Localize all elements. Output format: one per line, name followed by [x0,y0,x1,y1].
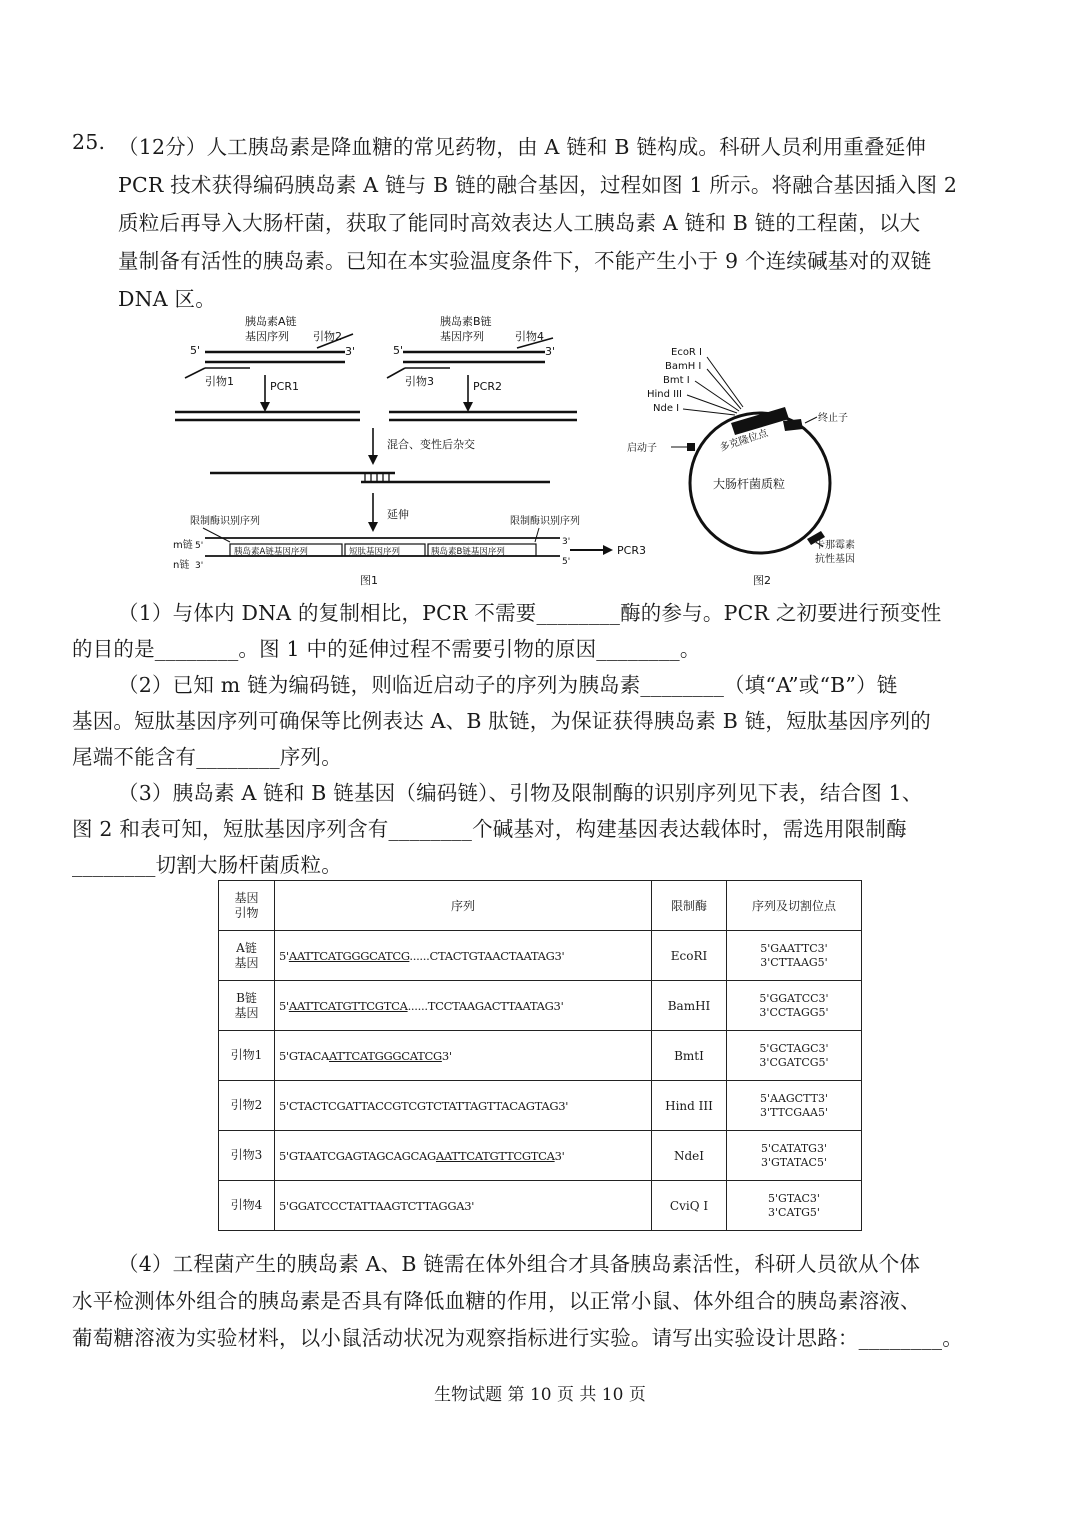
row-enzyme: EcoRI [652,931,727,981]
fig1-label-pcr2: PCR2 [473,380,502,393]
site-bottom: 3'CGATCG5' [759,1055,829,1069]
header-gene: 基因 [234,890,259,905]
fig1-label-extend: 延伸 [387,508,409,521]
q3-line-1: （3）胰岛素 A 链和 B 链基因（编码链）、引物及限制酶的识别序列见下表，结合图 1、 [118,781,923,805]
question-line-4: 量制备有活性的胰岛素。已知在本实验温度条件下，不能产生小于 9 个连续碱基对的双链 [118,249,932,273]
seq-underlined: ATTCATGGGCATCG [329,1048,442,1063]
q4-line-1: （4）工程菌产生的胰岛素 A、B 链需在体外组合才具备胰岛素活性，科研人员欲从个体 [118,1252,921,1276]
q1-line-2: 的目的是________。图 1 中的延伸过程不需要引物的原因________。 [72,637,701,661]
header-primer: 引物 [234,905,259,920]
fig1-seg-b: 胰岛素B链基因序列 [431,547,505,557]
fig1-label-pcr1: PCR1 [270,380,299,393]
seq-prefix: 5' [279,948,289,963]
fig2-hindiii: Hind III [647,389,683,400]
fig1-seg-peptide: 短肽基因序列 [349,547,401,557]
row-site [727,931,862,981]
question-line-5: DNA 区。 [118,287,216,311]
header-gene-primer [219,881,275,931]
row-name: 引物3 [219,1131,275,1181]
row-name-line1: A链 [236,940,257,955]
seq-prefix: 5'GTAATCGAGTAGCAGCAG [279,1148,436,1163]
table-row [219,981,862,1031]
row-name [219,931,275,981]
figure-2-plasmid-map [625,335,880,590]
fig1-m-three: 3' [562,537,571,547]
fig1-three-prime-b: 3' [545,345,556,358]
site-top: 5'CATATG3' [760,1141,827,1155]
row-site [727,1181,862,1231]
row-site [727,1081,862,1131]
fig1-five-prime-b: 5' [393,344,404,357]
q3-line-3: ________切割大肠杆菌质粒。 [72,853,342,877]
row-name-line2: 基因 [234,955,259,970]
question-line-3: 质粒后再导入大肠杆菌，获取了能同时高效表达人工胰岛素 A 链和 B 链的工程菌，以大 [118,211,921,235]
row-enzyme: BmtI [652,1031,727,1081]
row-enzyme: Hind III [652,1081,727,1131]
fig1-label-b-gene-seq: 基因序列 [440,330,484,343]
row-site [727,981,862,1031]
q2-line-1: （2）已知 m 链为编码链，则临近启动子的序列为胰岛素________（填“A”或“B”）链 [118,673,898,697]
page-footer: 生物试题 第 10 页 共 10 页 [434,1385,646,1405]
question-line-2: PCR 技术获得编码胰岛素 A 链与 B 链的融合基因，过程如图 1 所示。将融合基因插入图 2 [118,173,958,197]
fig1-site-left: 限制酶识别序列 [190,516,260,527]
fig1-label-pcr3: PCR3 [617,544,646,557]
fig2-promoter: 启动子 [627,443,657,454]
q1-line-1: （1）与体内 DNA 的复制相比，PCR 不需要________酶的参与。PCR 之初要进行预变性 [118,601,942,625]
site-top: 5'AAGCTT3' [759,1091,828,1105]
fig1-m-five: 5' [195,541,204,551]
seq-prefix: 5'GTACA [279,1048,330,1063]
site-top: 5'GCTAGC3' [759,1041,829,1055]
table-row [219,931,862,981]
seq-underlined: AATTCATGTTCGTCA [435,1148,555,1163]
row-sequence [275,931,652,981]
q4-line-3: 葡萄糖溶液为实验材料，以小鼠活动状况为观察指标进行实验。请写出实验设计思路：________。 [72,1326,963,1350]
fig1-n-three: 3' [195,561,204,571]
q2-line-2: 基因。短肽基因序列可确保等比例表达 A、B 肽链，为保证获得胰岛素 B 链，短肽基因序列的 [72,709,931,733]
seq-underlined: AATTCATGTTCGTCA [288,998,408,1013]
table-row [219,1131,862,1181]
fig2-caption: 图2 [753,574,771,587]
fig1-caption: 图1 [360,574,378,587]
fig2-mcs: 多克隆位点 [718,427,770,454]
row-name: 引物4 [219,1181,275,1231]
fig1-label-primer4: 引物4 [515,330,544,343]
fig2-kan-1: 卡那霉素 [815,540,855,551]
fig1-site-right: 限制酶识别序列 [510,516,580,527]
header-site: 序列及切割位点 [727,881,862,931]
row-sequence [275,981,652,1031]
fig1-label-primer1: 引物1 [205,375,234,388]
fig1-label-primer3: 引物3 [405,375,434,388]
row-sequence [275,1131,652,1181]
row-site [727,1131,862,1181]
fig2-bmti: Bmt I [663,375,690,386]
site-top: 5'GTAC3' [768,1191,820,1205]
row-sequence: 5'GGATCCCTATTAAGTCTTAGGA3' [275,1181,652,1231]
seq-suffix: 3' [554,1148,565,1163]
sequence-enzyme-table [218,880,862,1231]
fig1-n-five: 5' [562,557,571,567]
table-row [219,1031,862,1081]
row-name-line1: B链 [236,990,257,1005]
row-enzyme: BamHI [652,981,727,1031]
row-name [219,981,275,1031]
row-site [727,1031,862,1081]
fig1-label-a-gene: 胰岛素A链 [245,315,297,328]
site-bottom: 3'TTCGAA5' [759,1105,828,1119]
seq-underlined: AATTCATGGGCATCG [288,948,410,963]
q4-line-2: 水平检测体外组合的胰岛素是否具有降低血糖的作用，以正常小鼠、体外组合的胰岛素溶液、 [72,1289,921,1313]
row-enzyme: NdeI [652,1131,727,1181]
site-bottom: 3'GTATAC5' [760,1155,827,1169]
row-enzyme: CviQ I [652,1181,727,1231]
seq-suffix: 3' [441,1048,452,1063]
question-line-1: （12分）人工胰岛素是降血糖的常见药物，由 A 链和 B 链构成。科研人员利用重叠延伸 [118,135,927,159]
site-bottom: 3'CTTAAG5' [760,955,828,969]
site-bottom: 3'CATG5' [768,1205,820,1219]
fig1-five-prime-a: 5' [190,344,201,357]
fig1-label-mix: 混合、变性后杂交 [387,438,475,451]
seq-suffix: ......CTACTGTAACTAATAG3' [409,948,565,963]
site-top: 5'GAATTC3' [760,941,828,955]
fig1-seg-a: 胰岛素A链基因序列 [234,547,308,557]
fig1-label-b-gene: 胰岛素B链 [440,315,492,328]
header-enzyme: 限制酶 [652,881,727,931]
seq-suffix: ......TCCTAAGACTTAATAG3' [407,998,564,1013]
row-sequence [275,1031,652,1081]
seq-prefix: 5' [279,998,289,1013]
fig2-kan-2: 抗性基因 [815,554,855,565]
site-bottom: 3'CCTAGG5' [759,1005,829,1019]
fig2-terminator: 终止子 [818,413,848,424]
q2-line-3: 尾端不能含有________序列。 [72,745,342,769]
row-name: 引物2 [219,1081,275,1131]
row-name: 引物1 [219,1031,275,1081]
q3-line-2: 图 2 和表可知，短肽基因序列含有________个碱基对，构建基因表达载体时，需选用限制酶 [72,817,907,841]
fig2-bamhi: BamH I [665,361,702,372]
table-row [219,1181,862,1231]
fig1-n-chain: n链 [173,560,190,571]
fig1-three-prime-a: 3' [345,345,356,358]
row-name-line2: 基因 [234,1005,259,1020]
fig2-plasmid-label: 大肠杆菌质粒 [713,477,786,491]
fig1-label-primer2: 引物2 [313,330,342,343]
table-header-row [219,881,862,931]
fig1-label-a-gene-seq: 基因序列 [245,330,289,343]
fig2-ndei: Nde I [653,403,680,414]
fig1-m-chain: m链 [173,540,193,551]
header-sequence: 序列 [275,881,652,931]
fig2-ecori: EcoR I [671,347,703,358]
question-number: 25. [72,130,106,154]
table-row [219,1081,862,1131]
row-sequence: 5'CTACTCGATTACCGTCGTCTATTAGTTACAGTAG3' [275,1081,652,1131]
site-top: 5'GGATCC3' [759,991,829,1005]
